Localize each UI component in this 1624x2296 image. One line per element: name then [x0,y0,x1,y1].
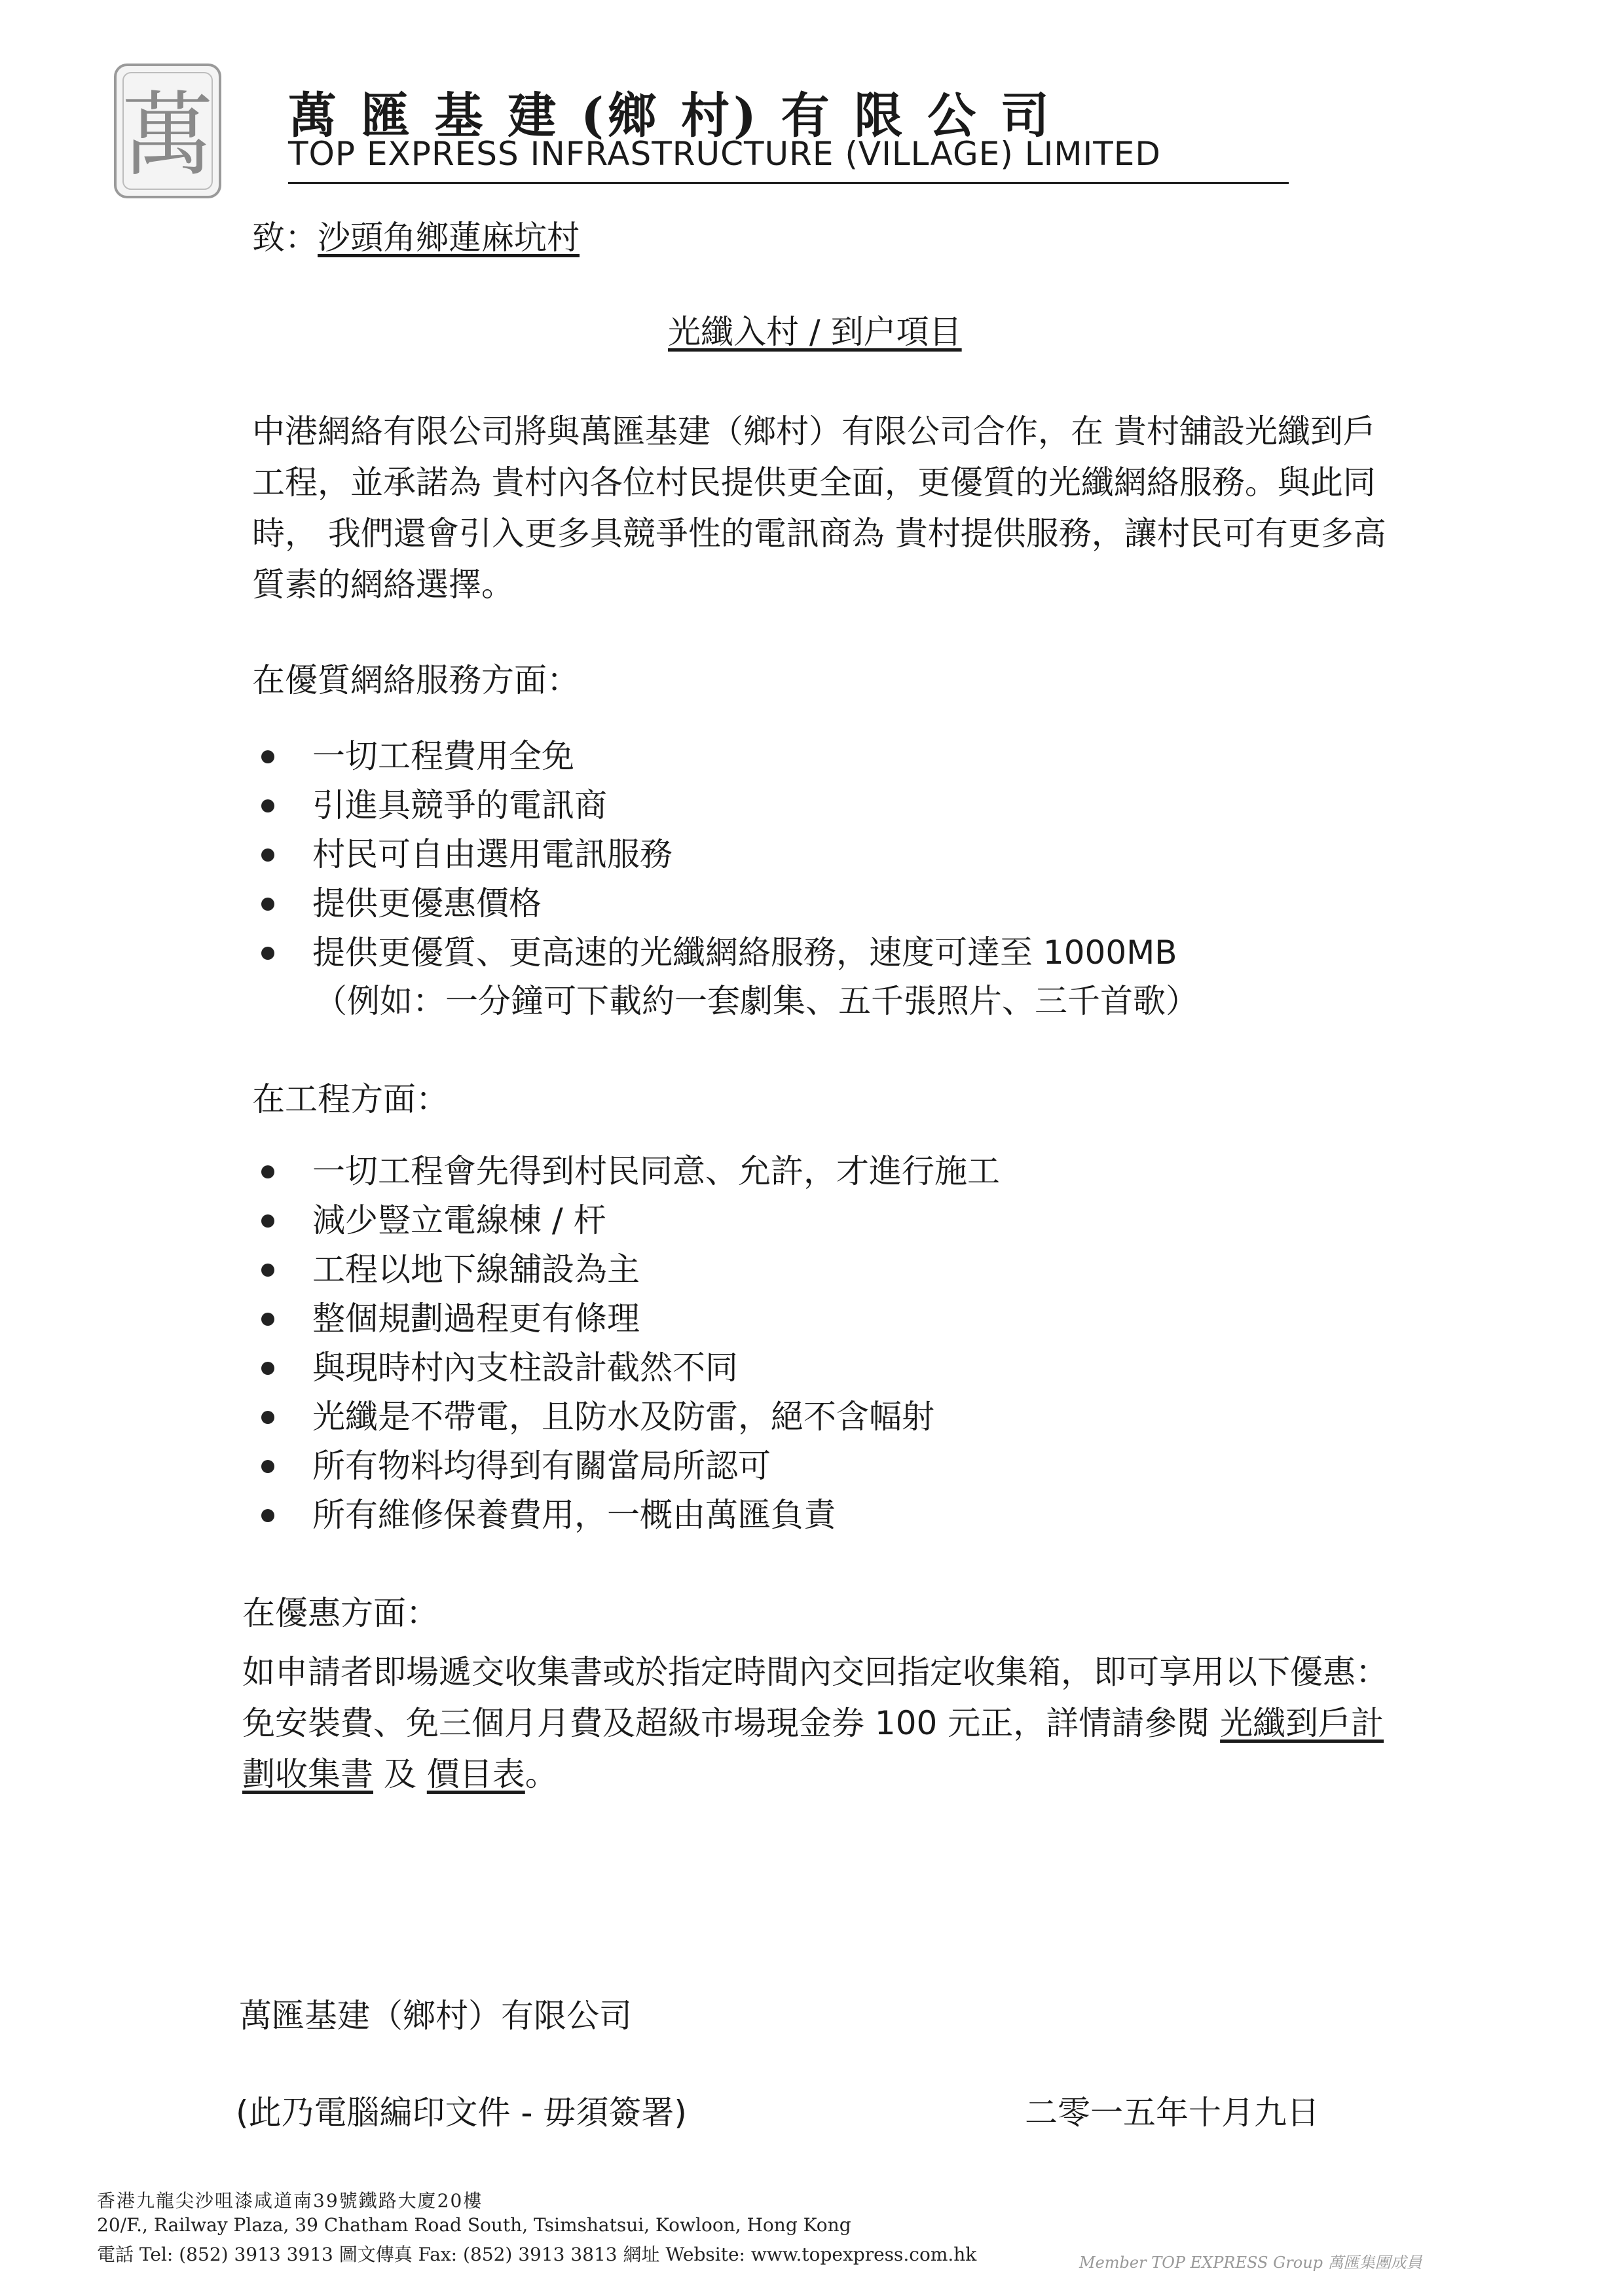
network-benefits-list [252,732,1177,977]
list-item: 所有維修保養費用，一概由萬匯負責 [252,1491,1000,1540]
footer-contact: 電話 Tel: (852) 3913 3913 圖文傳真 Fax: (852) 3913 3813 網址 Website: www.topexpress.com.hk [97,2244,977,2265]
company-name-chinese: 萬 匯 基 建 (鄉 村) 有 限 公 司 [288,88,1053,144]
bullet-icon [261,1165,274,1178]
recipient-line [252,212,580,263]
intro-line: 中港網絡有限公司將與萬匯基建（鄉村）有限公司合作，在 貴村舖設光纖到戶 [252,412,1376,450]
intro-line: 質素的網絡選擇。 [252,566,514,604]
bullet-icon [261,1214,274,1228]
list-item: 村民可自由選用電訊服務 [252,830,1177,879]
company-logo [113,62,223,200]
bullet-icon [261,750,274,763]
bullet-icon [261,1460,274,1473]
bullet-icon [261,1362,274,1375]
section-heading-offer: 在優惠方面： [242,1594,439,1632]
list-item: 一切工程會先得到村民同意、允許，才進行施工 [252,1147,1000,1196]
group-member-mark: Member TOP EXPRESS Group 萬匯集團成員 [1079,2253,1422,2272]
application-form-link: 光纖到戶計 [1220,1704,1384,1742]
bullet-icon [261,1313,274,1326]
logo-character: 萬 [121,82,214,189]
offer-line: 劃收集書 及 價目表。 [242,1755,558,1793]
bullet-icon [261,1264,274,1277]
engineering-list [252,1147,1000,1540]
section-heading-network: 在優質網絡服務方面： [252,661,580,699]
signoff-company: 萬匯基建（鄉村）有限公司 [239,1997,632,2035]
list-item: 引進具競爭的電訊商 [252,781,1177,830]
list-item: 所有物料均得到有關當局所認可 [252,1442,1000,1491]
offer-line: 如申請者即場遞交收集書或於指定時間內交回指定收集箱，即可享用以下優惠： [242,1653,1388,1691]
document-title: 光纖入村 / 到户項目 [668,313,962,351]
intro-paragraph [252,406,1392,610]
list-item: 提供更優惠價格 [252,879,1177,928]
footer-address-english: 20/F., Railway Plaza, 39 Chatham Road South, Tsimshatsui, Kowloon, Hong Kong [97,2214,851,2236]
list-item: 整個規劃過程更有條理 [252,1294,1000,1343]
bullet-icon [261,799,274,812]
offer-line: 免安裝費、免三個月月費及超級市場現金券 100 元正，詳情請參閱 光纖到戶計 [242,1704,1384,1742]
list-item: 提供更優質、更高速的光纖網絡服務，速度可達至 1000MB [252,928,1177,977]
list-item: 光纖是不帶電，且防水及防雷，絕不含幅射 [252,1393,1000,1442]
computer-generated-note: (此乃電腦編印文件 - 毋須簽署) [236,2094,687,2132]
speed-example-note: （例如：一分鐘可下載約一套劇集、五千張照片、三千首歌） [314,982,1198,1020]
bullet-icon [261,947,274,960]
offer-paragraph [242,1647,1395,1800]
footer-address-chinese: 香港九龍尖沙咀漆咸道南39號鐵路大廈20樓 [97,2190,483,2212]
recipient-prefix: 致： [252,219,318,257]
list-item: 一切工程費用全免 [252,732,1177,781]
intro-line: 時， 我們還會引入更多具競爭性的電訊商為 貴村提供服務，讓村民可有更多高 [252,515,1386,553]
list-item: 減少豎立電線棟 / 杆 [252,1196,1000,1245]
bullet-icon [261,898,274,911]
section-heading-engineering: 在工程方面： [252,1080,449,1118]
list-item: 工程以地下線舖設為主 [252,1245,1000,1294]
price-list-link: 價目表 [426,1755,525,1793]
company-name-english: TOP EXPRESS INFRASTRUCTURE (VILLAGE) LIMITED [288,135,1161,173]
document-date: 二零一五年十月九日 [1025,2094,1320,2132]
intro-line: 工程，並承諾為 貴村內各位村民提供更全面，更優質的光纖網絡服務。與此同 [252,464,1376,501]
bullet-icon [261,1411,274,1424]
application-form-link-cont: 劃收集書 [242,1755,373,1793]
list-item: 與現時村內支柱設計截然不同 [252,1343,1000,1393]
bullet-icon [261,1509,274,1522]
bullet-icon [261,848,274,862]
letterhead-divider [288,182,1289,184]
recipient-name: 沙頭角鄉蓮麻坑村 [318,219,580,257]
